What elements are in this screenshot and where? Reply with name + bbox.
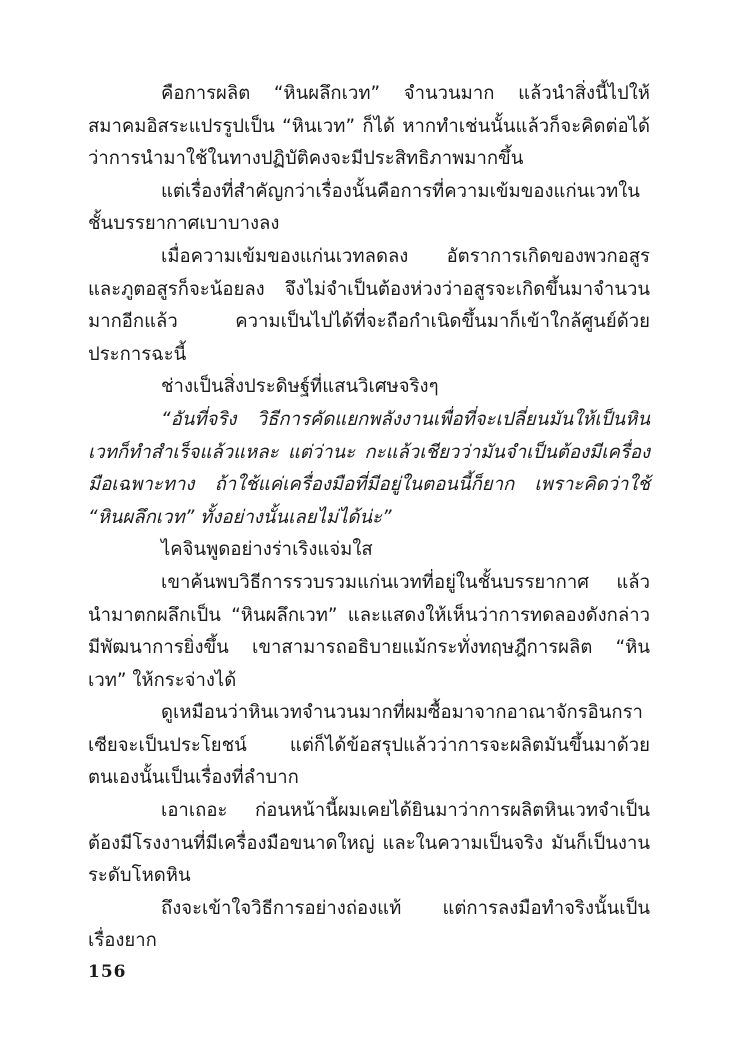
paragraph-1: คือการผลิต “หินผลึกเวท” จำนวนมาก แล้วนำสิ่งนี้ไปให้สมาคมอิสระแปรรูปเป็น “หินเวท” ก็ได้ หากทำเช่นนั้นแล้วก็จะคิดต่อได้ว่าการนำมาใช้ในทางปฏิบัติคงจะมีประสิทธิภาพมากขึ้น [88,83,650,170]
paragraph-2: แต่เรื่องที่สำคัญกว่าเรื่องนั้นคือการที่ความเข้มของแก่นเวทในชั้นบรรยากาศเบาบางลง [88,180,640,235]
paragraph-5-dialogue: “อันที่จริง วิธีการคัดแยกพลังงานเพื่อที่จะเปลี่ยนมันให้เป็นหินเวทก็ทำสำเร็จแล้วแหละ แต่ว่านะ กะแล้วเชียวว่ามันจำเป็นต้องมีเครื่องมือเฉพาะทาง ถ้าใช้แค่เครื่องมือที่มีอยู่ในตอนนี้ก็ยาก เพราะคิดว่าใช้ “หินผลึกเวท” ทั้งอย่างนั้นเลยไม่ได้น่ะ” [88,408,650,528]
page-number: 156 [88,962,127,982]
paragraph-10: ถึงจะเข้าใจวิธีการอย่างถ่องแท้ แต่การลงมือทำจริงนั้นเป็นเรื่องยาก [88,897,650,952]
paragraph-7: เขาค้นพบวิธีการรวบรวมแก่นเวทที่อยู่ในชั้นบรรยากาศ แล้วนำมาตกผลึกเป็น “หินผลึกเวท” และแสดงให้เห็นว่าการทดลองดังกล่าวมีพัฒนาการยิ่งขึ้น เขาสามารถอธิบายแม้กระทั่งทฤษฎีการผลิต “หินเวท” ให้กระจ่างได้ [88,571,650,691]
paragraph-6: ไคจินพูดอย่างร่าเริงแจ่มใส [161,539,373,561]
paragraph-8: ดูเหมือนว่าหินเวทจำนวนมากที่ผมซื้อมาจากอาณาจักรอินกราเซียจะเป็นประโยชน์ แต่ก็ได้ข้อสรุปแล้วว่าการจะผลิตมันขึ้นมาด้วยตนเองนั้นเป็นเรื่องที่ลำบาก [88,702,650,789]
body-text [88,78,650,958]
paragraph-4: ช่างเป็นสิ่งประดิษฐ์ที่แสนวิเศษจริงๆ [161,376,439,398]
paragraph-9: เอาเถอะ ก่อนหน้านี้ผมเคยได้ยินมาว่าการผลิตหินเวทจำเป็นต้องมีโรงงานที่มีเครื่องมือขนาดใหญ่ และในความเป็นจริง มันก็เป็นงานระดับโหดหิน [88,800,650,887]
paragraph-3: เมื่อความเข้มของแก่นเวทลดลง อัตราการเกิดของพวกอสูรและภูตอสูรก็จะน้อยลง จึงไม่จำเป็นต้องห่วงว่าอสูรจะเกิดขึ้นมาจำนวนมากอีกแล้ว ความเป็นไปได้ที่จะถือกำเนิดขึ้นมาก็เข้าใกล้ศูนย์ด้วยประการฉะนี้ [88,245,650,365]
